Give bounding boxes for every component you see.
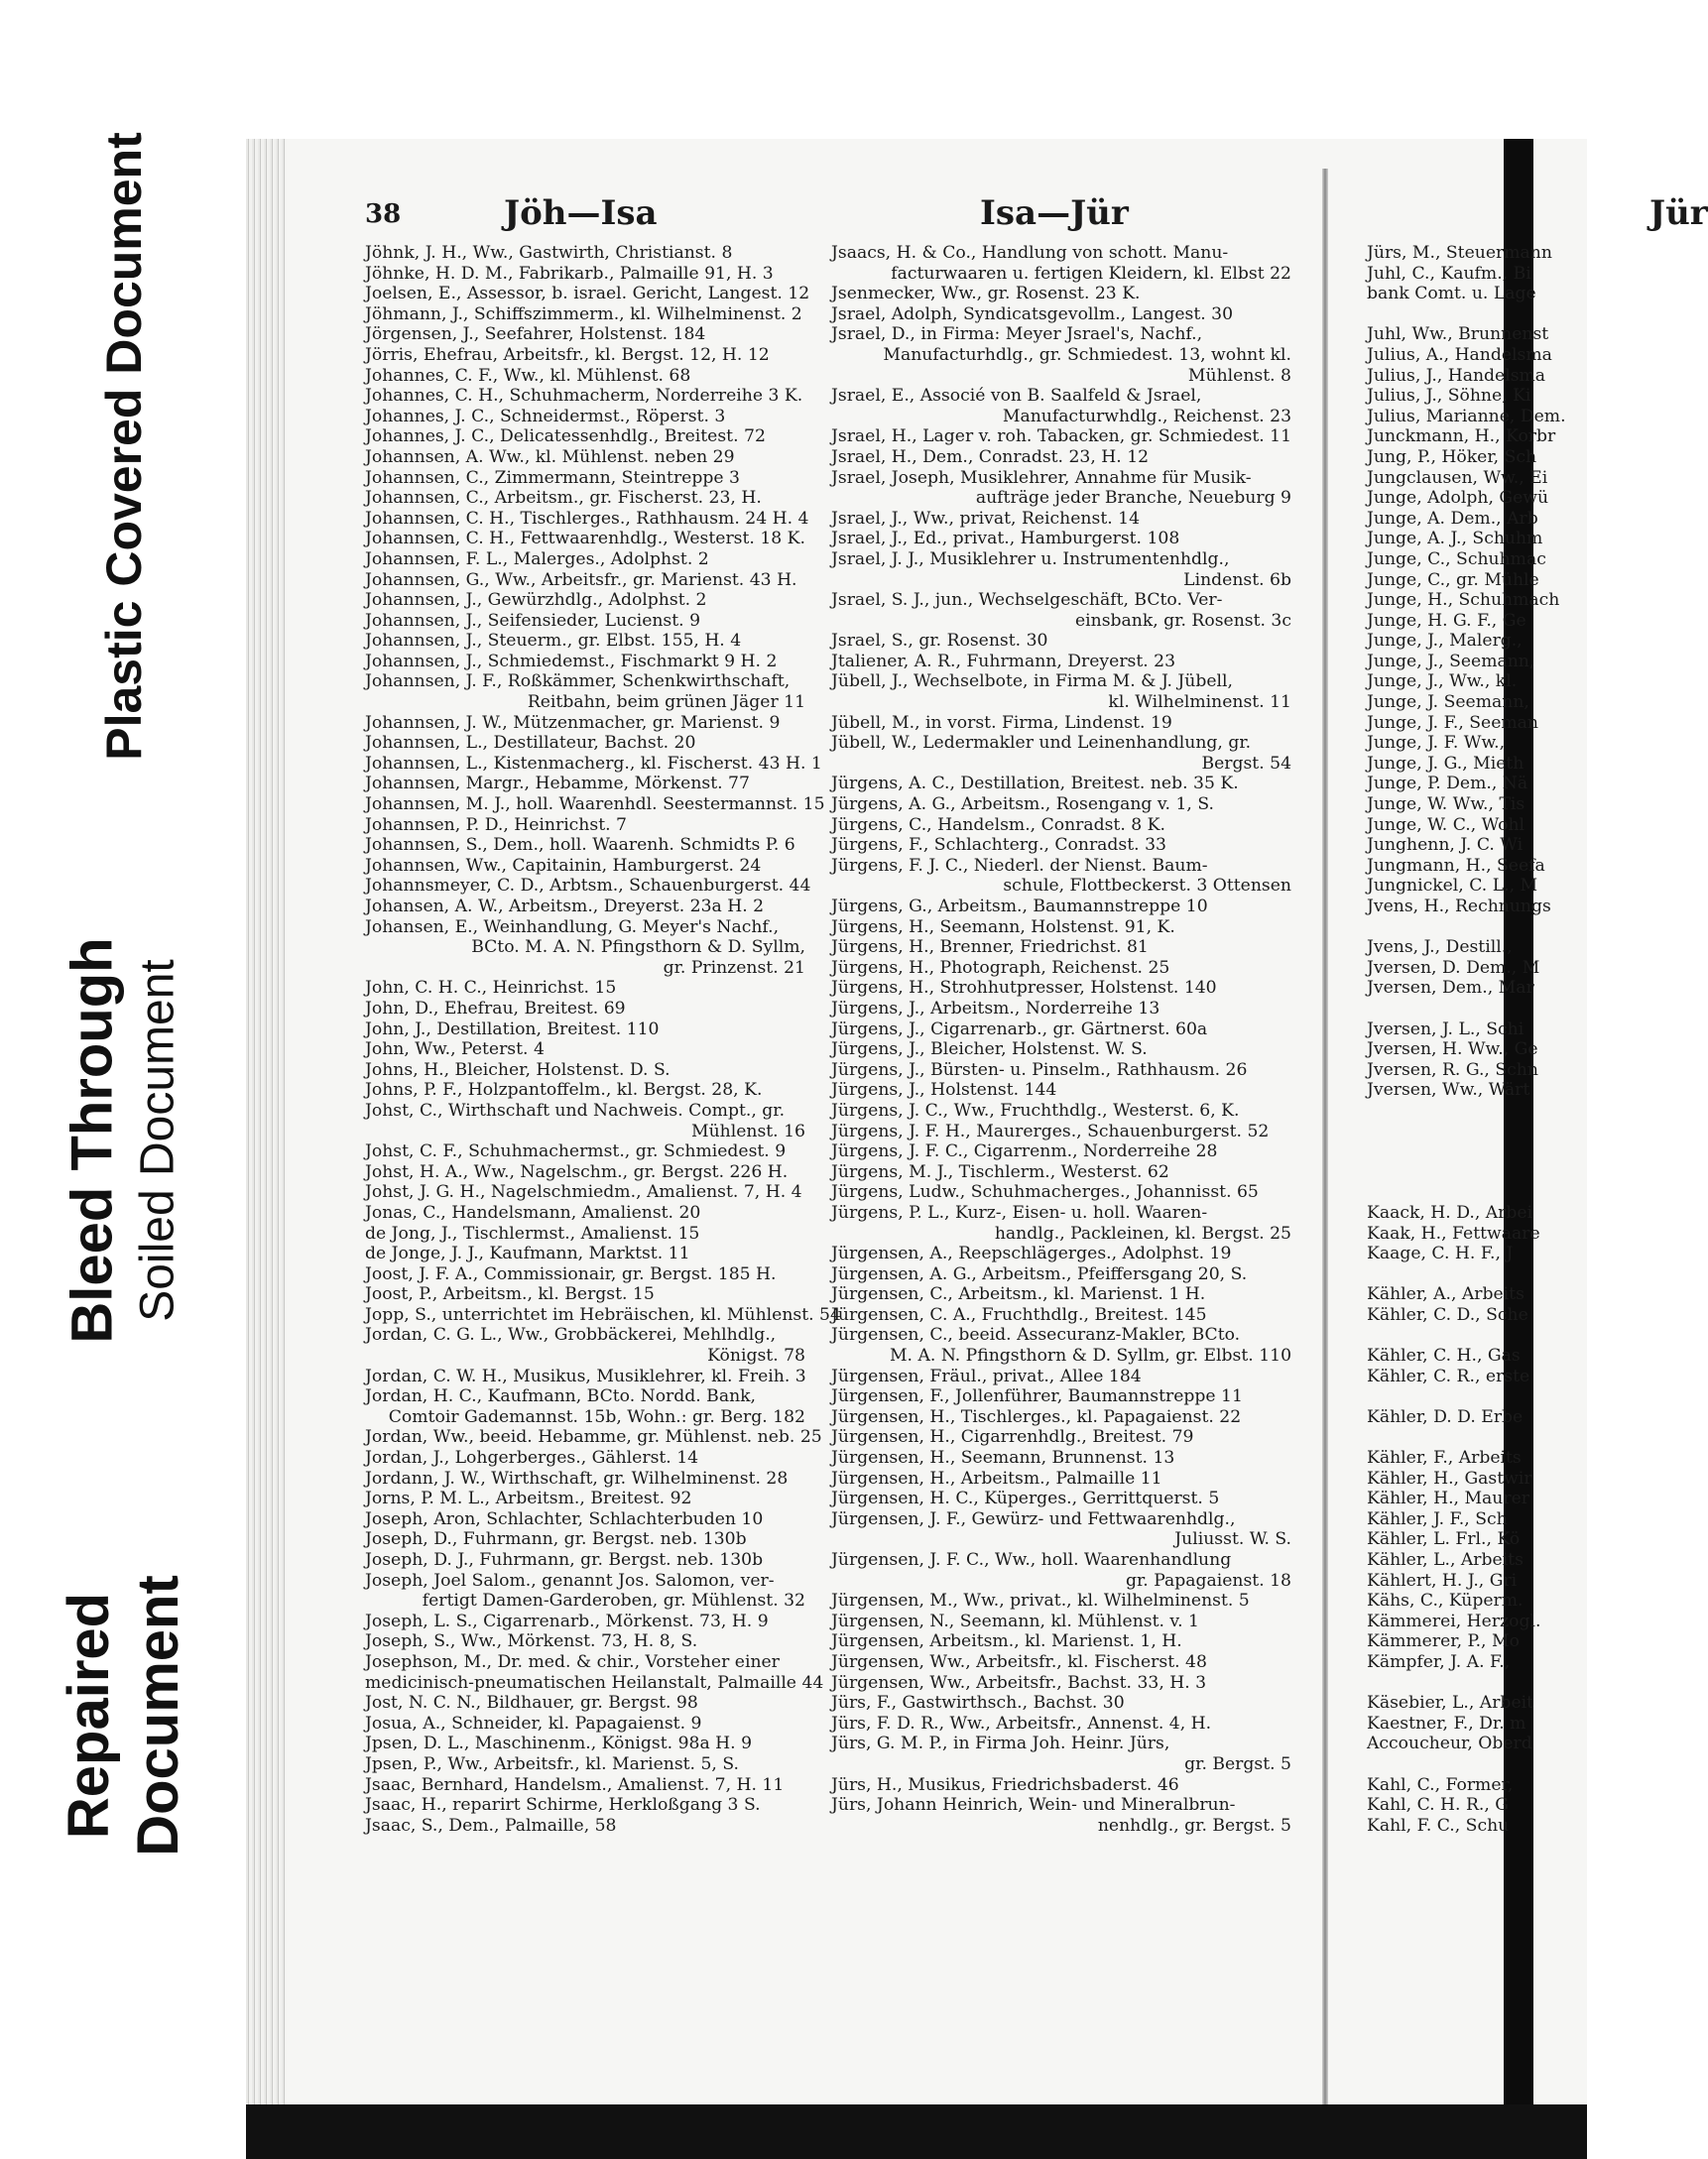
directory-entry: Kähler, C. D., Sche: [1367, 1304, 1528, 1325]
directory-entry: Kaack, H. D., Arbei: [1367, 1202, 1533, 1223]
directory-entry: Manufacturhdlg., gr. Schmiedest. 13, wohnt kl.: [883, 344, 1291, 365]
directory-entry: medicinisch-pneumatischen Heilanstalt, Palmaille 44: [365, 1672, 824, 1693]
directory-entry: Joseph, D., Fuhrmann, gr. Bergst. neb. 130b: [365, 1529, 747, 1550]
directory-entry: Jürgens, A. C., Destillation, Breitest. neb. 35 K.: [831, 774, 1239, 794]
directory-entry: Junckmann, H., Korbr: [1367, 426, 1556, 447]
directory-entry: Johannsmeyer, C. D., Arbtsm., Schauenburgerst. 44: [365, 876, 811, 897]
directory-entry: Jürs, F. D. R., Ww., Arbeitsfr., Annenst. 4, H.: [831, 1713, 1212, 1734]
directory-entry: Johannsen, C., Arbeitsm., gr. Fischerst. 23, H.: [365, 488, 762, 509]
column-next-page: [1367, 243, 1575, 1836]
directory-entry: Jürgensen, Ww., Arbeitsfr., kl. Fischerst. 48: [831, 1651, 1207, 1672]
directory-entry: Jürgens, H., Brenner, Friedrichst. 81: [831, 937, 1149, 958]
directory-entry: Johannsen, Ww., Capitainin, Hamburgerst. 24: [365, 855, 762, 876]
directory-entry: Joseph, D. J., Fuhrmann, gr. Bergst. neb. 130b: [365, 1550, 764, 1570]
header-next-page: Jür: [1649, 193, 1708, 233]
directory-entry: Johannsen, F. L., Malerges., Adolphst. 2: [365, 548, 709, 569]
directory-entry: Jversen, Ww., Wärt: [1367, 1080, 1530, 1101]
directory-entry: Jürgensen, C., beeid. Assecuranz-Makler, BCto.: [831, 1325, 1241, 1346]
directory-entry: kl. Wilhelminenst. 11: [1108, 692, 1291, 713]
directory-entry: Jürgens, A. G., Arbeitsm., Rosengang v. 1, S.: [831, 794, 1214, 815]
directory-entry: Kahl, C. H. R., G: [1367, 1795, 1510, 1816]
directory-entry: Johannsen, C., Zimmermann, Steintreppe 3: [365, 467, 740, 488]
page-number: 38: [365, 199, 402, 229]
directory-entry: Johannes, C. H., Schuhmacherm, Norderreihe 3 K.: [365, 386, 803, 407]
directory-entry: Johannsen, J., Gewürzhdlg., Adolphst. 2: [365, 590, 707, 611]
directory-entry: Jsaac, S., Dem., Palmaille, 58: [365, 1815, 617, 1836]
header-left: Jöh—Isa: [504, 193, 658, 233]
directory-entry: Johannsen, L., Kistenmacherg., kl. Fischerst. 43 H. 1: [365, 753, 822, 774]
directory-entry: Johannsen, C. H., Fettwaarenhdlg., Westerst. 18 K.: [365, 529, 805, 549]
directory-entry: Jorns, P. M. L., Arbeitsm., Breitest. 92: [365, 1489, 692, 1509]
directory-entry: Jordan, C. G. L., Ww., Grobbäckerei, Mehlhdlg.,: [365, 1325, 777, 1346]
directory-entry: Jürgensen, Arbeitsm., kl. Marienst. 1, H.: [831, 1631, 1182, 1652]
directory-entry: Johst, H. A., Ww., Nagelschm., gr. Bergst. 226 H.: [365, 1161, 789, 1182]
directory-entry: Junghenn, J. C. Wi: [1367, 835, 1524, 856]
scan-bottom-band: [246, 2104, 1587, 2159]
directory-entry: Jung, P., Höker, Sch: [1367, 446, 1537, 467]
directory-entry: Jordan, C. W. H., Musikus, Musiklehrer, kl. Freih. 3: [365, 1366, 806, 1386]
directory-entry: Jversen, H. Ww., Ge: [1367, 1039, 1538, 1060]
directory-entry: Jürgens, J. C., Ww., Fruchthdlg., Westerst. 6, K.: [831, 1100, 1240, 1121]
directory-entry: gr. Bergst. 5: [1184, 1753, 1291, 1774]
directory-entry: Jürgensen, A. G., Arbeitsm., Pfeiffersgang 20, S.: [831, 1263, 1248, 1284]
directory-entry: [1367, 304, 1575, 325]
directory-entry: Jvens, H., Rechnungs: [1367, 897, 1551, 916]
directory-entry: Kämmerer, P., Mo: [1367, 1631, 1520, 1652]
directory-entry: Jürgens, F., Schlachterg., Conradst. 33: [831, 835, 1166, 856]
directory-entry: [1367, 1101, 1575, 1122]
directory-entry: [1367, 1122, 1575, 1142]
directory-entry: facturwaaren u. fertigen Kleidern, kl. Elbst 22: [891, 263, 1291, 284]
directory-entry: Jürgens, G., Arbeitsm., Baumannstreppe 10: [831, 897, 1208, 916]
directory-entry: Kähler, L. Frl., Kö: [1367, 1529, 1521, 1550]
directory-entry: Johannsen, G., Ww., Arbeitsfr., gr. Marienst. 43 H.: [365, 569, 797, 590]
directory-entry: Jürgensen, Fräul., privat., Allee 184: [831, 1366, 1142, 1386]
directory-entry: Johansen, E., Weinhandlung, G. Meyer's Nachf.,: [365, 916, 780, 937]
directory-entry: Julius, J., Söhne, Ki: [1367, 386, 1531, 407]
directory-entry: Juhl, C., Kaufm., Bi: [1367, 263, 1531, 284]
directory-entry: John, J., Destillation, Breitest. 110: [365, 1019, 660, 1039]
directory-entry: Jordann, J. W., Wirthschaft, gr. Wilhelminenst. 28: [365, 1468, 789, 1489]
directory-entry: Josua, A., Schneider, kl. Papagaienst. 9: [365, 1713, 702, 1734]
directory-entry: Kämpfer, J. A. F.,: [1367, 1651, 1511, 1672]
directory-entry: Jürgensen, F., Jollenführer, Baumannstreppe 11: [831, 1386, 1243, 1407]
directory-entry: Johns, H., Bleicher, Holstenst. D. S.: [365, 1059, 671, 1080]
directory-entry: [1367, 1162, 1575, 1183]
label-bleed-through: [0, 823, 248, 1458]
directory-entry: Jübell, M., in vorst. Firma, Lindenst. 19: [831, 712, 1172, 733]
directory-entry: Jürgens, H., Seemann, Holstenst. 91, K.: [831, 916, 1175, 937]
directory-entry: Jpsen, D. L., Maschinenm., Königst. 98a H. 9: [365, 1734, 753, 1754]
directory-entry: Junge, H., Schuhmach: [1367, 590, 1560, 611]
directory-entry: Jöhnk, J. H., Ww., Gastwirth, Christianst. 8: [365, 243, 733, 263]
label-soiled-text: Soiled Document: [132, 959, 185, 1322]
directory-entry: Mühlenst. 8: [1187, 365, 1291, 386]
directory-entry: Johns, P. F., Holzpantoffelm., kl. Bergst. 28, K.: [365, 1080, 763, 1101]
directory-entry: Jvens, J., Destill.,: [1367, 937, 1513, 958]
directory-entry: Jürgensen, H., Arbeitsm., Palmaille 11: [831, 1468, 1162, 1489]
directory-entry: Jversen, D. Dem., M: [1367, 957, 1540, 978]
directory-entry: einsbank, gr. Rosenst. 3c: [1074, 610, 1291, 631]
directory-entry: Johannes, J. C., Delicatessenhdlg., Breitest. 72: [365, 426, 766, 447]
directory-entry: Jversen, J. L., Schi: [1367, 1019, 1525, 1039]
directory-entry: Johannsen, Margr., Hebamme, Mörkenst. 77: [365, 774, 750, 794]
directory-entry: handlg., Packleinen, kl. Bergst. 25: [994, 1223, 1291, 1244]
directory-entry: Johannsen, C. H., Tischlerges., Rathhausm. 24 H. 4: [365, 508, 809, 529]
directory-entry: Kähler, A., Arbeits: [1367, 1284, 1525, 1305]
directory-entry: Johannsen, J. W., Mützenmacher, gr. Marienst. 9: [365, 712, 781, 733]
directory-entry: Jungclausen, Ww., Ei: [1367, 467, 1548, 488]
directory-entry: Kaage, C. H. F., J: [1367, 1244, 1514, 1264]
directory-entry: Junge, W. Ww., Tis: [1367, 794, 1525, 815]
directory-entry: Jpsen, P., Ww., Arbeitsfr., kl. Marienst. 5, S.: [365, 1753, 739, 1774]
directory-entry: Joelsen, E., Assessor, b. israel. Gericht, Langest. 12: [365, 284, 810, 304]
directory-entry: M. A. N. Pfingsthorn & D. Syllm, gr. Elbst. 110: [889, 1346, 1291, 1367]
directory-entry: [1367, 1427, 1575, 1448]
directory-entry: Kaak, H., Fettwaare: [1367, 1223, 1540, 1244]
directory-entry: Johannsen, M. J., holl. Waarenhdl. Seestermannst. 15: [365, 794, 825, 815]
directory-entry: Kaestner, F., Dr. m: [1367, 1713, 1526, 1734]
directory-entry: Julius, Marianne, Dem.: [1367, 406, 1566, 426]
directory-entry: Joost, J. F. A., Commissionair, gr. Bergst. 185 H.: [365, 1263, 777, 1284]
directory-entry: Jürs, Johann Heinrich, Wein- und Mineralbrun-: [831, 1795, 1236, 1816]
directory-entry: Kähler, J. F., Sch: [1367, 1508, 1508, 1529]
directory-entry: Jopp, S., unterrichtet im Hebräischen, kl. Mühlenst. 54: [365, 1304, 841, 1325]
directory-entry: Julius, A., Handelsma: [1367, 344, 1552, 365]
directory-entry: Jsrael, S. J., jun., Wechselgeschäft, BCto. Ver-: [831, 590, 1223, 611]
directory-entry: Jürs, H., Musikus, Friedrichsbaderst. 46: [831, 1774, 1179, 1795]
directory-entry: Jsenmecker, Ww., gr. Rosenst. 23 K.: [831, 284, 1141, 304]
directory-entry: de Jong, J., Tischlermst., Amalienst. 15: [365, 1223, 700, 1244]
directory-entry: Jürgensen, H. C., Küperges., Gerrittquerst. 5: [831, 1489, 1220, 1509]
label-repaired: [0, 1478, 248, 1954]
directory-entry: Jöhmann, J., Schiffszimmerm., kl. Wilhelminenst. 2: [365, 303, 802, 324]
directory-entry: Joseph, L. S., Cigarrenarb., Mörkenst. 73, H. 9: [365, 1611, 769, 1631]
directory-entry: Junge, W. C., Wohl: [1367, 814, 1525, 835]
directory-entry: Jversen, R. G., Schn: [1367, 1059, 1538, 1080]
directory-entry: Jsrael, H., Lager v. roh. Tabacken, gr. Schmiedest. 11: [831, 426, 1292, 447]
directory-entry: [1367, 1673, 1575, 1694]
directory-entry: Jürgensen, C., Arbeitsm., kl. Marienst. 1 H.: [831, 1284, 1206, 1305]
directory-entry: Junge, J., Ww., kl.: [1367, 671, 1518, 692]
directory-entry: Junge, A. Dem., Arb: [1367, 508, 1538, 529]
directory-entry: Jungnickel, C. L., M: [1367, 876, 1538, 897]
directory-entry: Jordan, H. C., Kaufmann, BCto. Nordd. Bank,: [365, 1386, 757, 1407]
column-left: [365, 243, 841, 1836]
directory-entry: [1367, 1325, 1575, 1346]
directory-entry: Jürgensen, H., Tischlerges., kl. Papagaienst. 22: [831, 1406, 1242, 1427]
directory-entry: Junge, J. G., Mieth: [1367, 753, 1525, 774]
directory-entry: Kämmerei, Herzogl.: [1367, 1611, 1541, 1631]
directory-entry: Johannes, J. C., Schneidermst., Röperst. 3: [365, 406, 726, 426]
label-repaired-line2: Document: [126, 1575, 191, 1857]
directory-entry: nenhdlg., gr. Bergst. 5: [1097, 1815, 1291, 1836]
directory-entry: Jsrael, Joseph, Musiklehrer, Annahme für Musik-: [831, 467, 1252, 488]
directory-entry: Jörgensen, J., Seefahrer, Holstenst. 184: [365, 324, 706, 345]
directory-entry: Jürs, F., Gastwirthsch., Bachst. 30: [831, 1693, 1125, 1714]
directory-entry: Königst. 78: [707, 1346, 805, 1367]
directory-entry: Jsrael, J. J., Musiklehrer u. Instrumentenhdlg.,: [831, 548, 1230, 569]
directory-entry: Johannsen, J., Steuerm., gr. Elbst. 155, H. 4: [365, 631, 742, 652]
directory-entry: Kähler, H., Gastwir: [1367, 1468, 1532, 1489]
directory-entry: Kähler, F., Arbeits: [1367, 1448, 1522, 1469]
directory-entry: John, D., Ehefrau, Breitest. 69: [365, 998, 626, 1019]
directory-entry: Jürgensen, N., Seemann, kl. Mühlenst. v. 1: [831, 1611, 1199, 1631]
directory-entry: Junge, A. J., Schuhm: [1367, 529, 1543, 549]
directory-entry: Kähler, C. R., erste: [1367, 1366, 1530, 1386]
label-bleed-text: Bleed Through: [61, 937, 126, 1344]
directory-entry: [1367, 1182, 1575, 1203]
directory-entry: Jürgensen, Ww., Arbeitsfr., Bachst. 33, H. 3: [831, 1672, 1207, 1693]
directory-entry: Johannsen, L., Destillateur, Bachst. 20: [365, 733, 696, 754]
directory-entry: Junge, J., Malerg.,: [1367, 631, 1523, 652]
directory-entry: John, C. H. C., Heinrichst. 15: [365, 978, 617, 999]
directory-entry: Kahl, F. C., Schu: [1367, 1815, 1510, 1836]
directory-entry: schule, Flottbeckerst. 3 Ottensen: [1003, 876, 1291, 897]
directory-entry: fertigt Damen-Garderoben, gr. Mühlenst. 32: [422, 1591, 805, 1612]
directory-entry: [1367, 1754, 1575, 1775]
directory-entry: Jonas, C., Handelsmann, Amalienst. 20: [365, 1202, 701, 1223]
directory-entry: Accoucheur, Oberd: [1367, 1734, 1532, 1754]
scanned-page: [246, 139, 1708, 2159]
directory-entry: Jürgens, H., Photograph, Reichenst. 25: [831, 957, 1170, 978]
label-plastic-covered: [0, 129, 248, 764]
directory-entry: Jtaliener, A. R., Fuhrmann, Dreyerst. 23: [831, 651, 1176, 671]
directory-entry: Jörris, Ehefrau, Arbeitsfr., kl. Bergst. 12, H. 12: [365, 344, 770, 365]
directory-entry: Johst, C. F., Schuhmachermst., gr. Schmiedest. 9: [365, 1141, 787, 1162]
directory-entry: Mühlenst. 16: [690, 1121, 805, 1141]
directory-entry: Johst, C., Wirthschaft und Nachweis. Compt., gr.: [365, 1100, 786, 1121]
directory-entry: Junge, Adolph, Gewü: [1367, 488, 1549, 509]
directory-entry: Johst, J. G. H., Nagelschmiedm., Amalienst. 7, H. 4: [365, 1182, 802, 1203]
directory-entry: gr. Papagaienst. 18: [1125, 1570, 1291, 1591]
directory-entry: Junge, C., Schuhmac: [1367, 548, 1546, 569]
directory-entry: Käsebier, L., Arbeit: [1367, 1693, 1534, 1714]
directory-entry: Johannsen, J., Seifensieder, Lucienst. 9: [365, 610, 701, 631]
directory-entry: Kählert, H. J., Gri: [1367, 1570, 1518, 1591]
directory-entry: Jsrael, H., Dem., Conradst. 23, H. 12: [831, 446, 1150, 467]
directory-entry: Johannsen, P. D., Heinrichst. 7: [365, 814, 627, 835]
directory-entry: Comtoir Gademannst. 15b, Wohn.: gr. Berg. 182: [388, 1406, 805, 1427]
label-plastic-text: Plastic Covered Document: [96, 132, 152, 761]
directory-entry: Junge, H. G. F., Ge: [1367, 610, 1526, 631]
directory-entry: Johannsen, S., Dem., holl. Waarenh. Schmidts P. 6: [365, 835, 795, 856]
directory-entry: Junge, J. F., Seeman: [1367, 712, 1538, 733]
label-repaired-line1: Repaired: [57, 1592, 122, 1840]
directory-entry: Jürgensen, J. F. C., Ww., holl. Waarenhandlung: [831, 1550, 1232, 1570]
directory-entry: Joost, P., Arbeitsm., kl. Bergst. 15: [365, 1284, 655, 1305]
directory-entry: Kähler, C. H., Gas: [1367, 1346, 1521, 1367]
directory-entry: Junge, C., gr. Mühle: [1367, 569, 1539, 590]
directory-entry: Jürgensen, J. F., Gewürz- und Fettwaarenhdlg.,: [831, 1508, 1236, 1529]
directory-entry: Jürgens, J., Bleicher, Holstenst. W. S.: [831, 1039, 1148, 1060]
directory-entry: Jürgens, F. J. C., Niederl. der Nienst. Baum-: [831, 855, 1208, 876]
directory-entry: Jürgens, Ludw., Schuhmacherges., Johannisst. 65: [831, 1182, 1259, 1203]
directory-entry: Jürgens, J., Cigarrenarb., gr. Gärtnerst. 60a: [831, 1019, 1208, 1039]
directory-entry: Jürs, G. M. P., in Firma Joh. Heinr. Jürs,: [831, 1734, 1170, 1754]
directory-entry: Jsrael, D., in Firma: Meyer Jsrael's, Nachf.,: [831, 324, 1203, 345]
directory-entry: Jübell, W., Ledermakler und Leinenhandlung, gr.: [831, 733, 1252, 754]
directory-entry: Jversen, Dem., Mar: [1367, 978, 1534, 999]
directory-entry: Jürgensen, H., Cigarrenhdlg., Breitest. 79: [831, 1427, 1194, 1448]
directory-entry: Junge, J. Seemann,: [1367, 692, 1529, 713]
directory-entry: Kähs, C., Küperm.: [1367, 1591, 1524, 1612]
directory-entry: Jordan, J., Lohgerberges., Gählerst. 14: [365, 1448, 699, 1469]
directory-entry: bank Comt. u. Lage: [1367, 284, 1536, 304]
directory-entry: de Jonge, J. J., Kaufmann, Marktst. 11: [365, 1244, 690, 1264]
directory-entry: Jöhnke, H. D. M., Fabrikarb., Palmaille 91, H. 3: [365, 263, 774, 284]
directory-entry: [1367, 999, 1575, 1020]
directory-entry: Joseph, S., Ww., Mörkenst. 73, H. 8, S.: [365, 1631, 698, 1652]
directory-entry: Jürgens, H., Strohhutpresser, Holstenst. 140: [831, 978, 1217, 999]
directory-entry: Jübell, J., Wechselbote, in Firma M. & J. Jübell,: [831, 671, 1234, 692]
directory-entry: Josephson, M., Dr. med. & chir., Vorsteher einer: [365, 1651, 780, 1672]
directory-entry: Juhl, Ww., Brunnenst: [1367, 324, 1549, 345]
directory-entry: Jürgens, J., Holstenst. 144: [831, 1080, 1057, 1101]
directory-entry: Jürgens, M. J., Tischlerm., Westerst. 62: [831, 1161, 1169, 1182]
directory-entry: aufträge jeder Branche, Neueburg 9: [975, 488, 1291, 509]
directory-entry: Jürgens, J., Bürsten- u. Pinselm., Rathhausm. 26: [831, 1059, 1248, 1080]
directory-entry: Jordan, Ww., beeid. Hebamme, gr. Mühlenst. neb. 25: [365, 1427, 822, 1448]
directory-entry: Jürgensen, A., Reepschlägerges., Adolphst. 19: [831, 1244, 1232, 1264]
directory-entry: Johannes, C. F., Ww., kl. Mühlenst. 68: [365, 365, 691, 386]
directory-entry: Bergst. 54: [1201, 753, 1291, 774]
directory-entry: Junge, J., Seemann,: [1367, 651, 1535, 671]
column-right: [831, 243, 1297, 1836]
directory-entry: Jürgens, P. L., Kurz-, Eisen- u. holl. Waaren-: [831, 1202, 1208, 1223]
directory-entry: Junge, P. Dem., Nä: [1367, 774, 1528, 794]
directory-entry: Manufacturwhdlg., Reichenst. 23: [1002, 406, 1291, 426]
directory-entry: Jürgensen, H., Seemann, Brunnenst. 13: [831, 1448, 1175, 1469]
directory-entry: John, Ww., Peterst. 4: [365, 1039, 545, 1060]
directory-entry: Jungmann, H., Seefa: [1367, 855, 1545, 876]
directory-entry: Joseph, Aron, Schlachter, Schlachterbuden 10: [365, 1508, 764, 1529]
directory-entry: Jürgens, C., Handelsm., Conradst. 8 K.: [831, 814, 1165, 835]
directory-entry: Jürgens, J. F. C., Cigarrenm., Norderreihe 28: [831, 1141, 1218, 1162]
directory-entry: Lindenst. 6b: [1183, 569, 1291, 590]
directory-entry: Kähler, H., Maurer: [1367, 1489, 1529, 1509]
directory-entry: Johannsen, J. F., Roßkämmer, Schenkwirthschaft,: [365, 671, 791, 692]
directory-entry: Jürs, M., Steuermann: [1367, 243, 1552, 263]
directory-entry: Reitbahn, beim grünen Jäger 11: [527, 692, 805, 713]
directory-entry: Johannsen, J., Schmiedemst., Fischmarkt 9 H. 2: [365, 651, 778, 671]
directory-entry: Jost, N. C. N., Bildhauer, gr. Bergst. 98: [365, 1693, 698, 1714]
directory-entry: Jsrael, J., Ww., privat, Reichenst. 14: [831, 508, 1141, 529]
directory-entry: Juliusst. W. S.: [1174, 1529, 1291, 1550]
header-right: Isa—Jür: [980, 193, 1129, 233]
directory-entry: Jsaac, Bernhard, Handelsm., Amalienst. 7, H. 11: [365, 1774, 785, 1795]
directory-entry: Jürgensen, M., Ww., privat., kl. Wilhelminenst. 5: [831, 1591, 1250, 1612]
directory-entry: Jsrael, E., Associé von B. Saalfeld & Jsrael,: [831, 386, 1202, 407]
directory-entry: [1367, 1386, 1575, 1407]
directory-entry: Jürgensen, C. A., Fruchthdlg., Breitest. 145: [831, 1304, 1207, 1325]
directory-entry: Junge, J. F. Ww.,: [1367, 733, 1506, 754]
directory-entry: Joseph, Joel Salom., genannt Jos. Salomon, ver-: [365, 1570, 775, 1591]
directory-entry: Jsaac, H., reparirt Schirme, Herkloßgang 3 S.: [365, 1795, 761, 1816]
directory-entry: Jsrael, J., Ed., privat., Hamburgerst. 108: [831, 529, 1180, 549]
directory-entry: Julius, J., Handelsma: [1367, 365, 1546, 386]
directory-entry: [1367, 1141, 1575, 1162]
book-gutter: [1322, 169, 1328, 2112]
directory-entry: BCto. M. A. N. Pfingsthorn & D. Syllm,: [471, 937, 805, 958]
directory-entry: Kähler, L., Arbeits: [1367, 1550, 1524, 1570]
page-header: [365, 193, 1708, 243]
directory-entry: [1367, 1264, 1575, 1285]
directory-entry: [1367, 917, 1575, 938]
directory-entry: Jürgens, J., Arbeitsm., Norderreihe 13: [831, 998, 1160, 1019]
page-edge: [246, 139, 286, 2159]
directory-entry: Johansen, A. W., Arbeitsm., Dreyerst. 23a H. 2: [365, 897, 765, 916]
directory-entry: Johannsen, A. Ww., kl. Mühlenst. neben 29: [365, 446, 735, 467]
directory-entry: gr. Prinzenst. 21: [663, 957, 805, 978]
directory-entry: Jsrael, S., gr. Rosenst. 30: [831, 631, 1048, 652]
directory-entry: Jürgens, J. F. H., Maurerges., Schauenburgerst. 52: [831, 1121, 1270, 1141]
directory-entry: Kähler, D. D. Erbe: [1367, 1406, 1524, 1427]
directory-entry: Kahl, C., Former,: [1367, 1774, 1514, 1795]
directory-entry: Jsaacs, H. & Co., Handlung von schott. Manu-: [831, 243, 1229, 263]
directory-entry: Jsrael, Adolph, Syndicatsgevollm., Langest. 30: [831, 303, 1234, 324]
